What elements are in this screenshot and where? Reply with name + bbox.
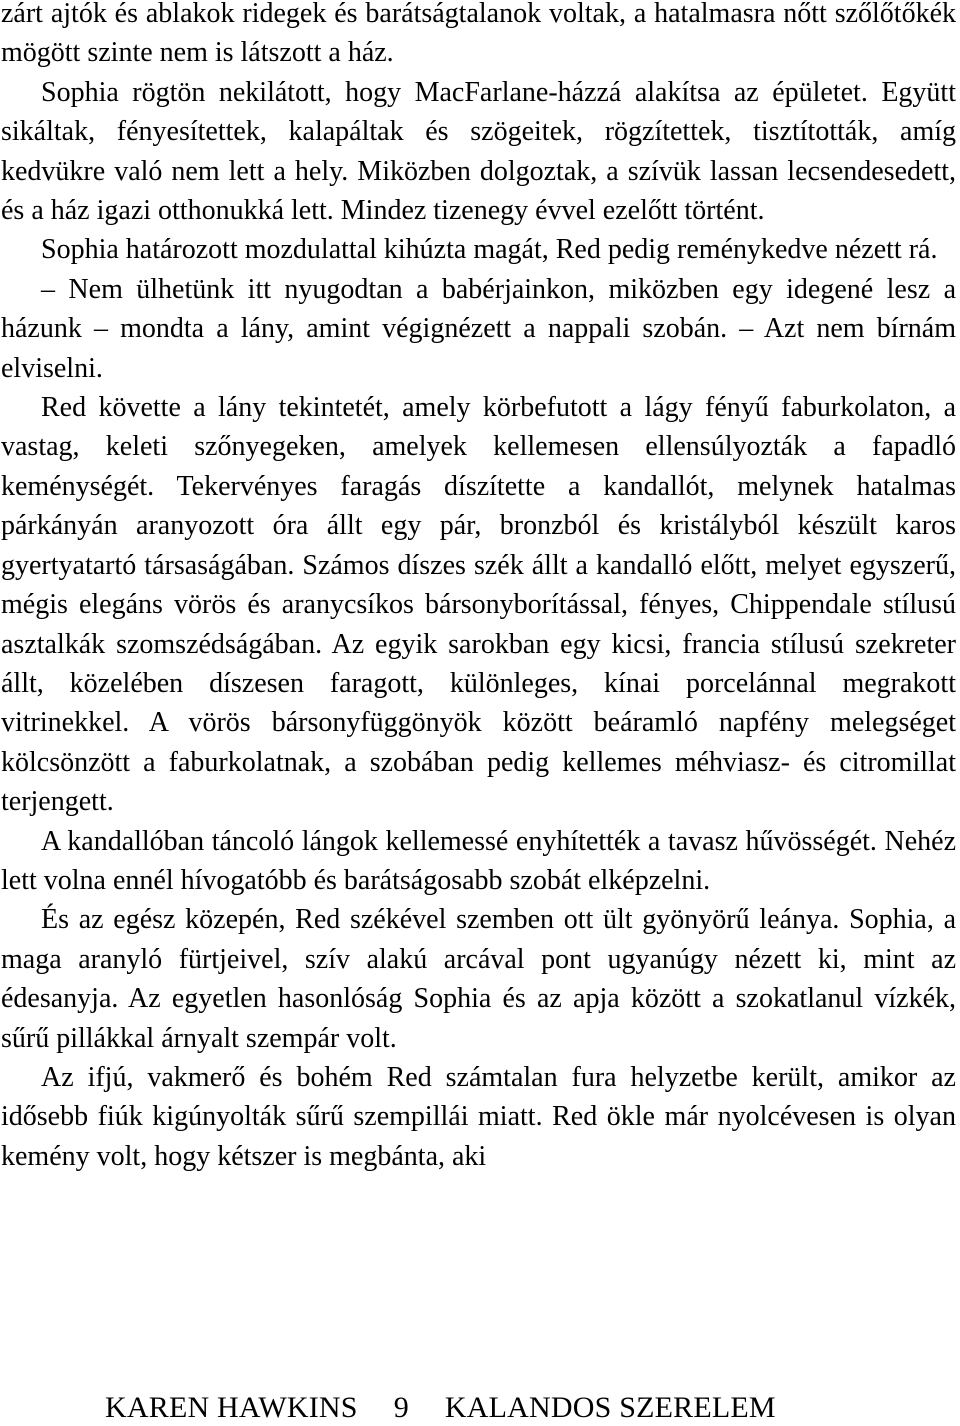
paragraph: Sophia határozott mozdulattal kihúzta magát, Red pedig reménykedve nézett rá. [41,234,938,266]
footer-page-number: 9 [393,1391,409,1424]
paragraph: Az ifjú, vakmerő és bohém Red számtalan fura helyzetbe került, amikor az idősebb fiúk kigúnyolták sűrű szempillái miatt. Red ökle már nyolcévesen is olyan kemény volt, hogy kétszer is megbánta, aki [1,1061,956,1172]
paragraph: Sophia rögtön nekilátott, hogy MacFarlane-házzá alakítsa az épületet. Együtt sikáltak, fényesítettek, kalapáltak és szögeitek, rögzítettek, tisztították, amíg kedvükre való nem lett a hely. Miközben dolgoztak, a szívük lassan lecsendesedett, és a ház igazi otthonukká lett. Mindez tizenegy évvel ezelőtt történt. [1,76,956,227]
footer-author: KAREN HAWKINS [105,1391,358,1424]
dialogue-paragraph: – Nem ülhetünk itt nyugodtan a babérjainkon, miközben egy idegené lesz a házunk – mondta a lány, amint végignézett a nappali szobán. – Azt nem bírnám elviselni. [1,273,956,384]
paragraph: Red követte a lány tekintetét, amely körbefutott a lágy fényű faburkolaton, a vastag, keleti szőnyegeken, amelyek kellemesen ellensúlyozták a fapadló keménységét. Tekervényes faragás díszítette a kandallót, melynek hatalmas párkányán aranyozott óra állt egy pár, bronzból és kristályból készült karos gyertyatartó társaságában. Számos díszes szék állt a kandalló előtt, melyet egyszerű, mégis elegáns vörös és aranycsíkos bársonyborítással, fényes, Chippendale stílusú asztalkák szomszédságában. Az egyik sarokban egy kicsi, francia stílusú szekreter állt, közelében díszesen faragott, különleges, kínai porcelánnal megrakott vitrinekkel. A vörös bársonyfüggönyök között beáramló napfény melegséget kölcsönzött a faburkolatnak, a szobában pedig kellemes méhviasz- és citromillat terjengett. [1,392,956,818]
paragraph: zárt ajtók és ablakok ridegek és barátságtalanok voltak, a hatalmasra nőtt szőlőtőkék mögött szinte nem is látszott a ház. [1,0,956,69]
paragraph: A kandallóban táncoló lángok kellemessé enyhítették a tavasz hűvösségét. Nehéz lett volna ennél hívogatóbb és barátságosabb szobát elképzelni. [1,825,956,896]
document-page [1,0,956,1426]
paragraph: És az egész közepén, Red székével szemben ott ült gyönyörű leánya. Sophia, a maga aranyló fürtjeivel, szív alakú arcával pont ugyanúgy nézett ki, mint az édesanyja. Az egyetlen hasonlóság Sophia és az apja között a szokatlanul vízkék, sűrű pillákkal árnyalt szempár volt. [1,904,956,1054]
body-text [1,0,956,1176]
footer-book-title: KALANDOS SZERELEM [444,1391,776,1424]
page-footer [105,1391,776,1425]
